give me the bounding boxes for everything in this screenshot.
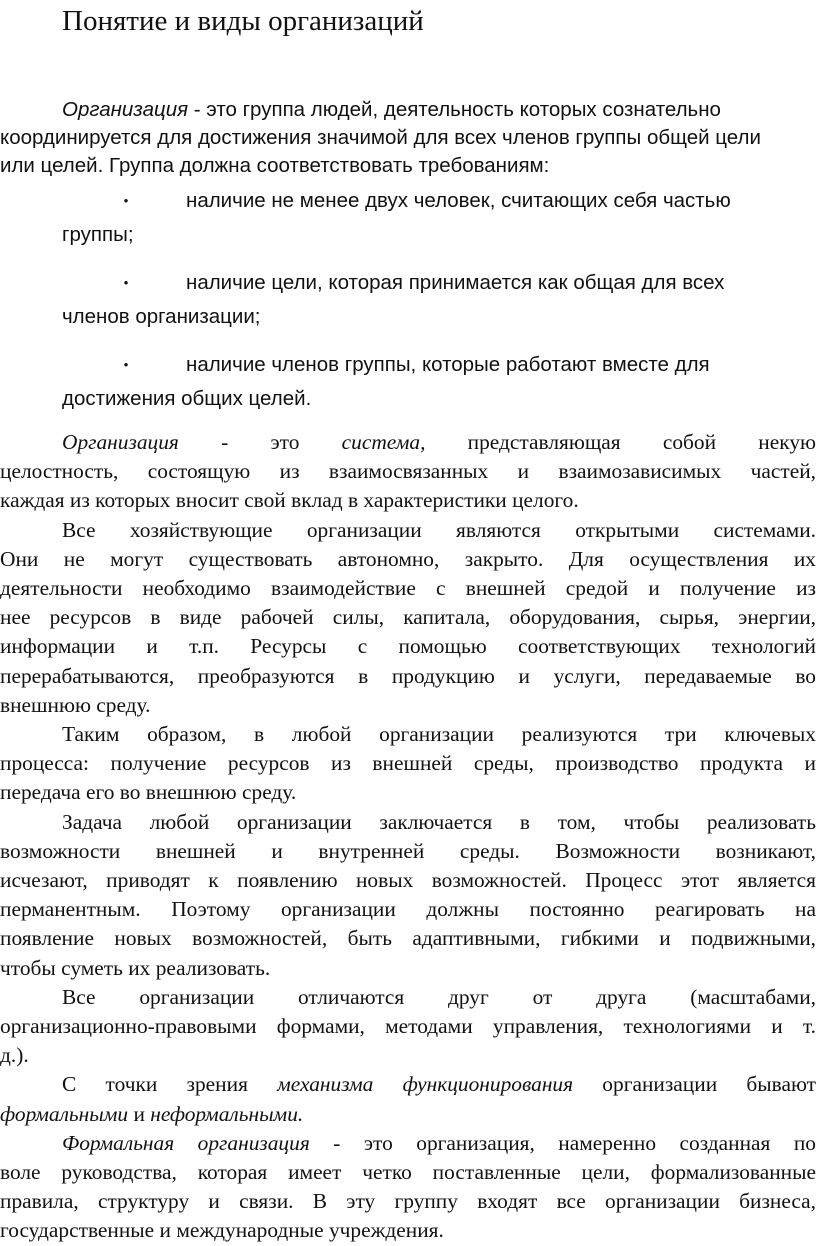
text-line xyxy=(0,1070,816,1099)
intro-term: Организация xyxy=(62,98,189,121)
list-item-text: членов организации; xyxy=(62,305,261,328)
text-span: С точки зрения xyxy=(62,1072,278,1097)
list-item-text: достижения общих целей. xyxy=(62,387,312,410)
intro-line xyxy=(0,96,816,124)
text-line xyxy=(0,1100,816,1129)
text-line: д.). xyxy=(0,1043,29,1068)
text-line: Задача любой организации заключается в том, чтобы реализовать xyxy=(62,809,816,834)
text-line: процесса: получение ресурсов из внешней среды, производство продукта и xyxy=(0,751,816,776)
list-item-text: наличие цели, которая принимается как общая для всех xyxy=(186,271,725,294)
bullet-icon: • xyxy=(123,193,129,208)
text-line: государственные и международные учреждения. xyxy=(0,1218,444,1243)
text-line: воле руководства, которая имеет четко поставленные цели, формализованные xyxy=(0,1160,816,1185)
list-item xyxy=(0,184,816,266)
text-line: перерабатываются, преобразуются в продукцию и услуги, передаваемые во xyxy=(0,663,816,688)
document-body xyxy=(0,428,816,1246)
list-item xyxy=(0,266,816,348)
requirements-list xyxy=(0,184,816,430)
list-item-text: группы; xyxy=(62,223,134,246)
term-formal-organization: Формальная организация xyxy=(62,1130,310,1155)
text-line: деятельности необходимо взаимодействие с внешней средой и получение из xyxy=(0,576,816,601)
bullet-icon: • xyxy=(123,357,129,372)
list-item-text: наличие членов группы, которые работают вместе для xyxy=(186,353,710,376)
text-line: исчезают, приводят к появлению новых возможностей. Процесс этот является xyxy=(0,868,816,893)
term-formal: формальными xyxy=(0,1101,129,1126)
term-organization: Организация xyxy=(62,430,179,454)
list-item-text: наличие не менее двух человек, считающих себя частью xyxy=(186,189,731,212)
text-line xyxy=(0,1129,816,1158)
intro-line: или целей. Группа должна соответствовать требованиям: xyxy=(0,154,550,177)
intro-line: координируется для достижения значимой для всех членов группы общей цели xyxy=(0,126,761,149)
text-span: - это xyxy=(178,430,342,454)
page-title: Понятие и виды организаций xyxy=(62,5,424,37)
term-informal: неформальными. xyxy=(150,1101,304,1126)
text-span: организации бывают xyxy=(573,1072,816,1097)
text-line: Все организации отличаются друг от друга (масштабами, xyxy=(62,984,816,1009)
intro-line1-text: - это группа людей, деятельность которых сознательно xyxy=(188,98,721,121)
text-line: правила, структуру и связи. В эту группу входят все организации бизнеса, xyxy=(0,1189,816,1214)
paragraph-mechanism xyxy=(0,1070,816,1128)
text-line: передача его во внешнюю среду. xyxy=(0,780,297,805)
text-line: Они не могут существовать автономно, закрыто. Для осуществления их xyxy=(0,546,816,571)
text-line: Таким образом, в любой организации реализуются три ключевых xyxy=(62,722,816,747)
text-line: целостность, состоящую из взаимосвязанных и взаимозависимых частей, xyxy=(0,459,816,484)
text-line: внешнюю среду. xyxy=(0,692,151,717)
paragraph-formal-organization xyxy=(0,1129,816,1246)
bullet-icon: • xyxy=(123,275,129,290)
paragraph-system xyxy=(0,428,816,516)
term-system: система, xyxy=(341,430,426,454)
text-line: Все хозяйствующие организации являются открытыми системами. xyxy=(62,517,816,542)
text-line: появление новых возможностей, быть адаптивными, гибкими и подвижными, xyxy=(0,926,816,951)
paragraph-task xyxy=(0,808,816,983)
intro-paragraph xyxy=(0,96,816,180)
text-span: - это организация, намеренно созданная по xyxy=(309,1130,816,1155)
term-mechanism: механизма функционирования xyxy=(277,1072,574,1097)
text-line xyxy=(0,428,816,457)
paragraph-differences xyxy=(0,983,816,1071)
text-line: информации и т.п. Ресурсы с помощью соответствующих технологий xyxy=(0,634,816,659)
text-line: возможности внешней и внутренней среды. Возможности возникают, xyxy=(0,838,816,863)
text-line: чтобы суметь их реализовать. xyxy=(0,955,271,980)
text-span: представляющая собой некую xyxy=(425,430,816,454)
text-line: организационно-правовыми формами, методами управления, технологиями и т. xyxy=(0,1014,816,1039)
list-item xyxy=(0,348,816,430)
paragraph-open-systems xyxy=(0,516,816,720)
text-span: и xyxy=(128,1101,151,1126)
paragraph-processes xyxy=(0,720,816,808)
text-line: каждая из которых вносит свой вклад в характеристики целого. xyxy=(0,488,579,513)
text-line: нее ресурсов в виде рабочей силы, капитала, оборудования, сырья, энергии, xyxy=(0,605,816,630)
text-line: перманентным. Поэтому организации должны постоянно реагировать на xyxy=(0,897,816,922)
